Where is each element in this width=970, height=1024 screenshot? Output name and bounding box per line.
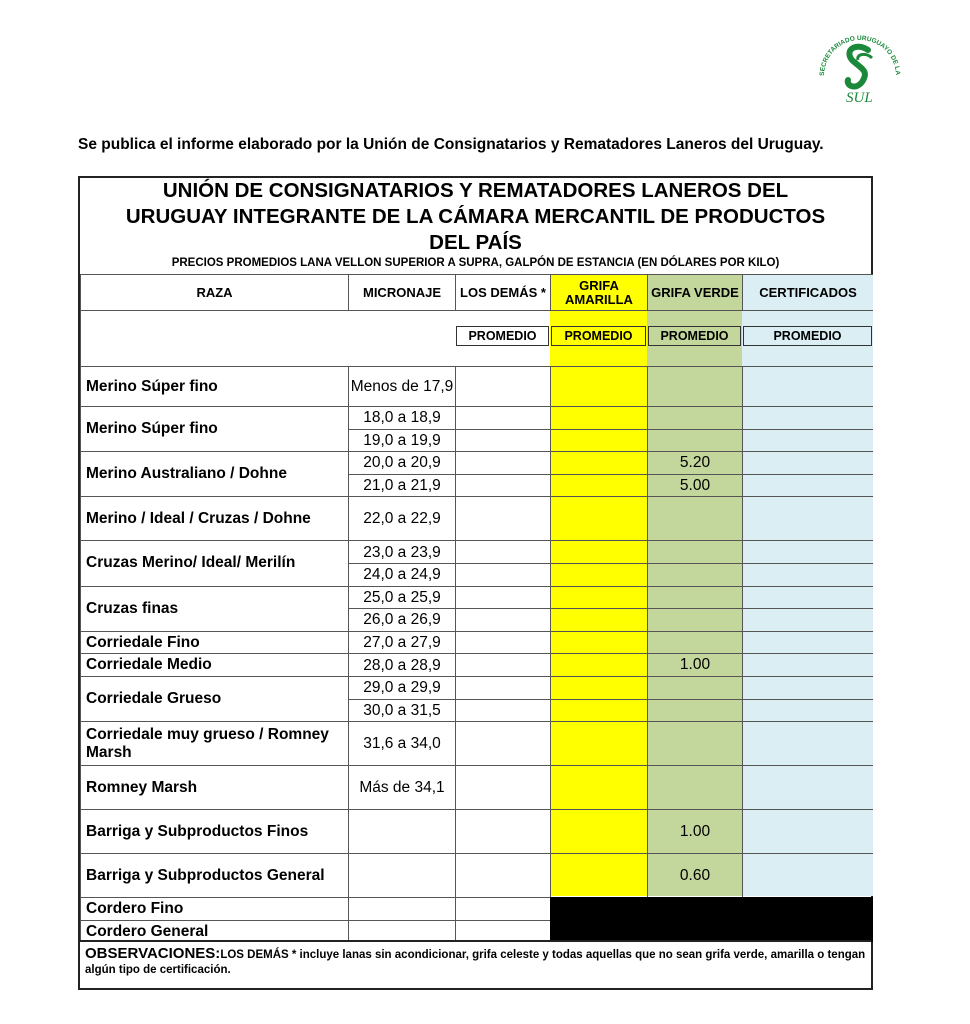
certificados-cell (742, 366, 873, 406)
grifa-verde-cell (647, 586, 742, 609)
micronaje-cell: 28,0 a 28,9 (348, 653, 455, 676)
certificados-cell (742, 853, 873, 897)
los-demas-cell (455, 608, 550, 631)
header-micronaje: MICRONAJE (348, 274, 455, 310)
observaciones-text: LOS DEMÁS * incluye lanas sin acondicionar, grifa celeste y todas aquellas que no sean grifa verde, amarilla o tengan algún tipo de certificación. (85, 949, 866, 976)
certificados-cell (742, 540, 873, 563)
grifa-amarilla-cell (550, 429, 647, 452)
raza-cell: Corriedale muy grueso / Romney Marsh (80, 721, 348, 765)
blacked-out-area (550, 897, 873, 942)
certificados-cell (742, 586, 873, 609)
los-demas-cell (455, 809, 550, 853)
grifa-amarilla-cell (550, 608, 647, 631)
micronaje-cell: Menos de 17,9 (348, 366, 455, 406)
los-demas-cell (455, 429, 550, 452)
grifa-verde-cell: 1.00 (647, 653, 742, 676)
micronaje-cell: 24,0 a 24,9 (348, 563, 455, 586)
los-demas-cell (455, 451, 550, 474)
micronaje-cell: Más de 34,1 (348, 765, 455, 809)
raza-cell: Cruzas Merino/ Ideal/ Merilín (80, 540, 348, 585)
grifa-amarilla-cell (550, 631, 647, 654)
certificados-cell (742, 721, 873, 765)
certificados-cell (742, 451, 873, 474)
los-demas-cell (455, 853, 550, 897)
title-line: DEL PAÍS (429, 231, 522, 254)
promedio-label: PROMEDIO (743, 326, 872, 346)
certificados-cell (742, 631, 873, 654)
los-demas-cell (455, 406, 550, 429)
promedio-label: PROMEDIO (456, 326, 549, 346)
grifa-amarilla-cell (550, 451, 647, 474)
micronaje-cell (348, 809, 455, 853)
certificados-cell (742, 699, 873, 722)
micronaje-cell: 27,0 a 27,9 (348, 631, 455, 654)
grifa-verde-cell (647, 631, 742, 654)
grifa-amarilla-cell (550, 496, 647, 540)
los-demas-cell (455, 721, 550, 765)
grifa-verde-cell (647, 608, 742, 631)
micronaje-cell (348, 853, 455, 897)
raza-cell: Merino Súper fino (80, 406, 348, 451)
los-demas-cell (455, 474, 550, 497)
los-demas-cell (455, 765, 550, 809)
grifa-amarilla-cell (550, 699, 647, 722)
certificados-cell (742, 608, 873, 631)
report-title (80, 178, 871, 257)
header-grifa-verde: GRIFA VERDE (647, 274, 742, 310)
title-line: URUGUAY INTEGRANTE DE LA CÁMARA MERCANTIL DE PRODUCTOS (125, 205, 826, 228)
los-demas-cell (455, 540, 550, 563)
raza-cell: Merino Australiano / Dohne (80, 451, 348, 496)
grifa-verde-cell (647, 366, 742, 406)
grifa-amarilla-cell (550, 809, 647, 853)
grifa-amarilla-cell (550, 853, 647, 897)
raza-cell: Corriedale Fino (80, 631, 348, 654)
raza-cell: Cruzas finas (80, 586, 348, 631)
certificados-cell (742, 429, 873, 452)
intro-text: Se publica el informe elaborado por la Unión de Consignatarios y Rematadores Laneros del Uruguay. (78, 136, 824, 153)
grifa-amarilla-cell (550, 676, 647, 699)
price-table (80, 274, 871, 942)
header-los-demas: LOS DEMÁS * (455, 274, 550, 310)
certificados-cell (742, 474, 873, 497)
logo-text: SUL (846, 90, 873, 106)
title-line: UNIÓN DE CONSIGNATARIOS Y REMATADORES LANEROS DEL (162, 179, 789, 202)
raza-cell: Merino Súper fino (80, 366, 348, 406)
grifa-verde-cell (647, 540, 742, 563)
grifa-amarilla-cell (550, 406, 647, 429)
raza-cell: Cordero General (80, 920, 348, 943)
certificados-cell (742, 406, 873, 429)
grifa-verde-cell (647, 721, 742, 765)
micronaje-cell: 21,0 a 21,9 (348, 474, 455, 497)
micronaje-cell: 18,0 a 18,9 (348, 406, 455, 429)
grifa-verde-cell: 0.60 (647, 853, 742, 897)
micronaje-cell: 30,0 a 31,5 (348, 699, 455, 722)
grifa-verde-cell (647, 699, 742, 722)
micronaje-cell: 26,0 a 26,9 (348, 608, 455, 631)
los-demas-cell (455, 699, 550, 722)
los-demas-cell (455, 496, 550, 540)
los-demas-cell (455, 586, 550, 609)
grifa-amarilla-cell (550, 586, 647, 609)
grifa-amarilla-cell (550, 563, 647, 586)
grifa-amarilla-cell (550, 721, 647, 765)
grifa-verde-cell (647, 563, 742, 586)
raza-cell: Cordero Fino (80, 897, 348, 920)
los-demas-cell (455, 563, 550, 586)
raza-cell: Barriga y Subproductos General (80, 853, 348, 897)
los-demas-cell (455, 920, 550, 943)
observaciones-label: OBSERVACIONES: (85, 945, 221, 962)
header-grifa-amarilla: GRIFA AMARILLA (550, 274, 647, 310)
grifa-amarilla-cell (550, 653, 647, 676)
certificados-cell (742, 676, 873, 699)
raza-cell: Merino / Ideal / Cruzas / Dohne (80, 496, 348, 540)
raza-cell: Corriedale Grueso (80, 676, 348, 721)
micronaje-cell: 29,0 a 29,9 (348, 676, 455, 699)
grifa-verde-cell: 5.20 (647, 451, 742, 474)
los-demas-cell (455, 676, 550, 699)
grifa-amarilla-cell (550, 474, 647, 497)
certificados-cell (742, 809, 873, 853)
micronaje-cell: 31,6 a 34,0 (348, 721, 455, 765)
raza-cell: Romney Marsh (80, 765, 348, 809)
certificados-cell (742, 653, 873, 676)
certificados-cell (742, 496, 873, 540)
los-demas-cell (455, 653, 550, 676)
grifa-verde-cell: 1.00 (647, 809, 742, 853)
raza-cell: Barriga y Subproductos Finos (80, 809, 348, 853)
grifa-verde-cell (647, 496, 742, 540)
report-subtitle: PRECIOS PROMEDIOS LANA VELLON SUPERIOR A SUPRA, GALPÓN DE ESTANCIA (EN DÓLARES POR KILO) (171, 257, 780, 269)
micronaje-cell (348, 897, 455, 920)
micronaje-cell: 22,0 a 22,9 (348, 496, 455, 540)
header-raza: RAZA (80, 274, 348, 310)
grifa-amarilla-cell (550, 540, 647, 563)
grifa-verde-cell (647, 429, 742, 452)
micronaje-cell (348, 920, 455, 943)
micronaje-cell: 25,0 a 25,9 (348, 586, 455, 609)
grifa-amarilla-cell (550, 765, 647, 809)
grifa-verde-cell (647, 676, 742, 699)
grifa-verde-cell (647, 765, 742, 809)
promedio-label: PROMEDIO (551, 326, 646, 346)
micronaje-cell: 20,0 a 20,9 (348, 451, 455, 474)
certificados-cell (742, 563, 873, 586)
raza-cell: Corriedale Medio (80, 653, 348, 676)
micronaje-cell: 19,0 a 19,9 (348, 429, 455, 452)
los-demas-cell (455, 897, 550, 920)
promedio-label: PROMEDIO (648, 326, 741, 346)
sul-logo (812, 28, 908, 114)
los-demas-cell (455, 631, 550, 654)
grifa-amarilla-cell (550, 366, 647, 406)
price-report-sheet (78, 176, 873, 990)
los-demas-cell (455, 366, 550, 406)
grifa-verde-cell: 5.00 (647, 474, 742, 497)
observaciones (80, 940, 871, 988)
grifa-verde-cell (647, 406, 742, 429)
micronaje-cell: 23,0 a 23,9 (348, 540, 455, 563)
certificados-cell (742, 765, 873, 809)
logo-ring-text: SECRETARIADO URUGUAYO DE LA (818, 34, 902, 77)
header-certificados: CERTIFICADOS (742, 274, 873, 310)
